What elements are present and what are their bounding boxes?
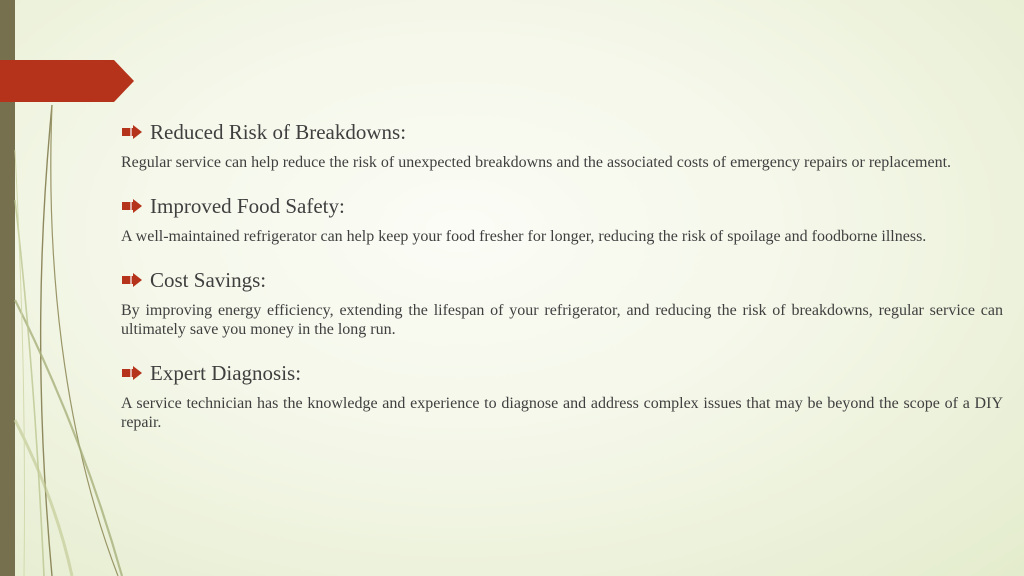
arrow-bullet-icon — [121, 366, 143, 380]
section-heading — [121, 192, 1003, 220]
section-heading-text: Cost Savings: — [150, 268, 267, 292]
section-heading — [121, 359, 1003, 387]
section-heading-text: Improved Food Safety: — [150, 194, 345, 218]
section-reduced-risk — [121, 118, 1003, 172]
arrow-bullet-icon — [121, 273, 143, 287]
section-heading-text: Expert Diagnosis: — [150, 361, 302, 385]
section-heading — [121, 118, 1003, 146]
section-body: A service technician has the knowledge and experience to diagnose and address complex issues that may be beyond the scope of a DIY repair. — [121, 395, 1003, 431]
content-list — [121, 118, 1003, 452]
arrow-bullet-icon — [121, 125, 143, 139]
section-expert-diagnosis — [121, 359, 1003, 432]
arrow-bullet-icon — [121, 199, 143, 213]
section-body: By improving energy efficiency, extending the lifespan of your refrigerator, and reducing the risk of breakdowns, regular service can ultimately save you money in the long run. — [121, 302, 1003, 338]
section-cost-savings — [121, 266, 1003, 339]
section-body: A well-maintained refrigerator can help keep your food fresher for longer, reducing the risk of spoilage and foodborne illness. — [121, 228, 927, 245]
section-heading — [121, 266, 1003, 294]
accent-tab — [0, 60, 134, 102]
section-food-safety — [121, 192, 1003, 246]
section-heading-text: Reduced Risk of Breakdowns: — [150, 120, 407, 144]
section-body: Regular service can help reduce the risk of unexpected breakdowns and the associated costs of emergency repairs or replacement. — [121, 154, 952, 171]
